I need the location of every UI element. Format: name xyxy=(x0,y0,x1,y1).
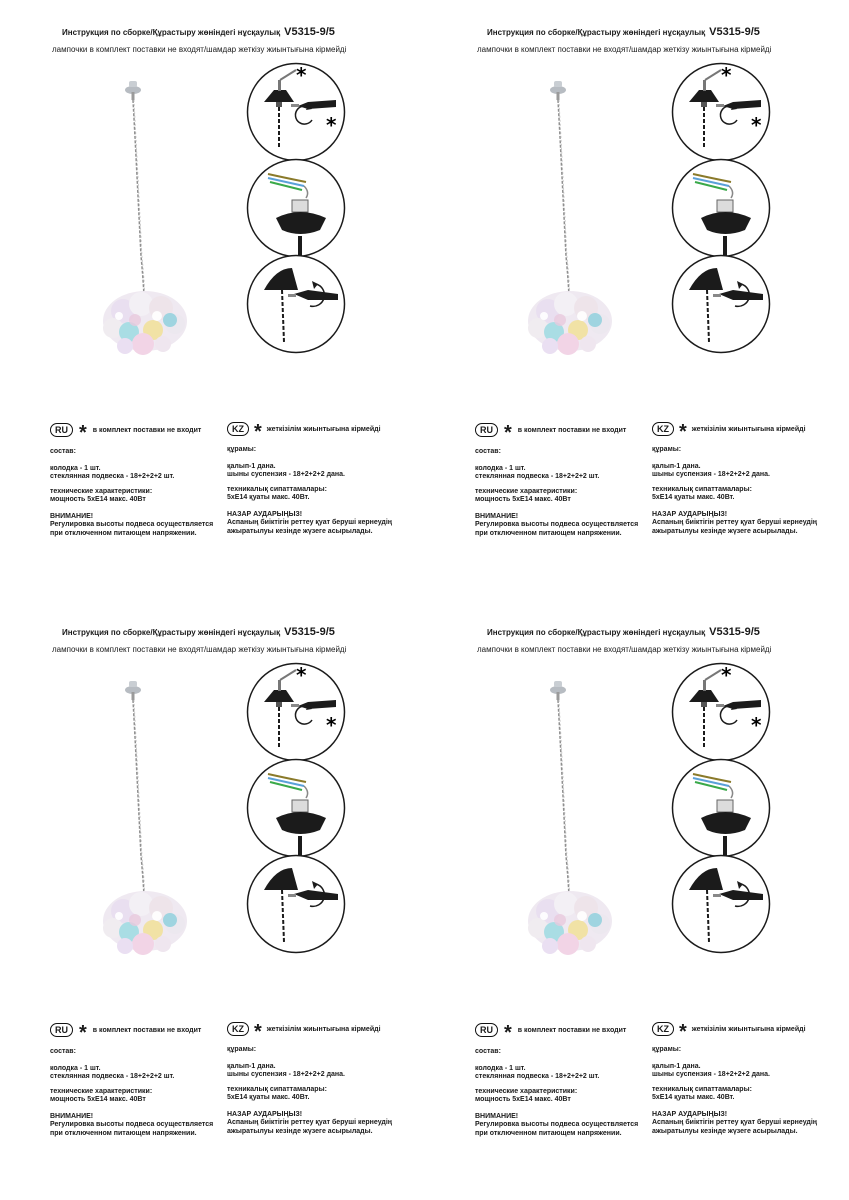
model-number: V5315-9/5 xyxy=(284,626,335,638)
kz-language-badge: KZ xyxy=(652,422,674,436)
kz-warning-text: ажыратылуы кезінде жүзеге асырылады. xyxy=(227,527,373,535)
kz-specs-label: техникалық сипаттамалары: xyxy=(652,1085,752,1093)
ru-specs-value: мощность 5xE14 макс. 40Вт xyxy=(50,1096,146,1103)
step-chain-adjust xyxy=(671,854,771,954)
kz-note-text: жеткізілім жиынтығына кірмейді xyxy=(691,1025,806,1033)
kz-composition-item: қалып-1 дана. xyxy=(227,1062,276,1070)
ru-warning-text: при отключенном питающем напряжении. xyxy=(50,529,197,537)
svg-text:*: * xyxy=(326,113,337,137)
ru-warning-label: ВНИМАНИЕ! xyxy=(50,512,94,520)
model-number: V5315-9/5 xyxy=(284,26,335,38)
kz-warning-text: ажыратылуы кезінде жүзеге асырылады. xyxy=(227,1127,373,1135)
ru-warning-text: при отключенном питающем напряжении. xyxy=(475,529,622,537)
svg-text:*: * xyxy=(721,63,732,87)
ru-warning-text: Регулировка высоты подвеса осуществляется xyxy=(50,1121,214,1128)
kz-warning-text: ажыратылуы кезінде жүзеге асырылады. xyxy=(652,1127,798,1135)
step-canopy-screw xyxy=(246,662,346,762)
chandelier-photo xyxy=(520,676,620,966)
kz-specs-value: 5xE14 қуаты макс. 40Вт. xyxy=(227,1094,310,1101)
kz-composition-item: шыны суспензия - 18+2+2+2 дана. xyxy=(227,471,345,478)
instruction-panel-bottom-right xyxy=(425,600,849,1200)
ru-composition-item: стеклянная подвеска - 18+2+2+2 шт. xyxy=(475,1073,600,1080)
step-canopy-screw xyxy=(671,662,771,762)
step-wiring-connection xyxy=(246,758,346,858)
step-wiring-connection xyxy=(671,758,771,858)
ru-specs-label: технические характеристики: xyxy=(50,487,153,495)
ru-composition-label: состав: xyxy=(475,448,501,455)
ru-warning-label: ВНИМАНИЕ! xyxy=(475,1112,519,1120)
ru-warning-text: Регулировка высоты подвеса осуществляется xyxy=(50,521,214,528)
kz-composition-label: құрамы: xyxy=(227,446,257,453)
step-wiring-connection xyxy=(671,158,771,258)
kz-warning-label: НАЗАР АУДАРЫҢЫЗ! xyxy=(652,510,728,518)
ru-warning-text: Регулировка высоты подвеса осуществляется xyxy=(475,1121,639,1128)
kz-composition-item: қалып-1 дана. xyxy=(652,462,701,470)
instruction-panel-top-left xyxy=(0,0,424,600)
ru-specs-value: мощность 5xE14 макс. 40Вт xyxy=(475,1096,571,1103)
ru-specification-block xyxy=(50,448,230,538)
svg-text:*: * xyxy=(296,63,307,87)
asterisk-icon: * xyxy=(79,422,87,444)
instruction-panel-top-right xyxy=(425,0,849,600)
ru-composition-item: колодка - 1 шт. xyxy=(475,1064,526,1072)
model-number: V5315-9/5 xyxy=(709,26,760,38)
bulbs-not-included-note: лампочки в комплект поставки не входят/шамдар жеткізу жиынтығына кірмейді xyxy=(52,645,347,654)
instruction-panel-bottom-left xyxy=(0,600,424,1200)
ru-note-text: в комплект поставки не входит xyxy=(92,426,202,434)
ru-not-included-note xyxy=(475,422,627,444)
kz-composition-item: шыны суспензия - 18+2+2+2 дана. xyxy=(652,471,770,478)
model-number: V5315-9/5 xyxy=(709,626,760,638)
ru-warning-text: при отключенном питающем напряжении. xyxy=(475,1129,622,1137)
ru-note-text: в комплект поставки не входит xyxy=(517,426,627,434)
ru-specification-block xyxy=(475,448,655,538)
ru-specification-block xyxy=(475,1048,655,1138)
chandelier-photo xyxy=(95,676,195,966)
ru-composition-item: колодка - 1 шт. xyxy=(50,464,101,472)
ru-warning-text: при отключенном питающем напряжении. xyxy=(50,1129,197,1137)
title-text: Инструкция по сборке/Құрастыру жөніндегі нұсқаулық xyxy=(487,628,706,637)
kz-warning-text: Аспаның биіктігін реттеу қуат беруші кернеудің xyxy=(227,519,393,526)
step-chain-adjust xyxy=(246,854,346,954)
title-text: Инструкция по сборке/Құрастыру жөніндегі нұсқаулық xyxy=(62,628,281,637)
step-canopy-screw xyxy=(671,62,771,162)
title-text: Инструкция по сборке/Құрастыру жөніндегі нұсқаулық xyxy=(487,28,706,37)
kz-specs-value: 5xE14 қуаты макс. 40Вт. xyxy=(227,494,310,501)
kz-not-included-note xyxy=(227,421,381,443)
ru-composition-item: стеклянная подвеска - 18+2+2+2 шт. xyxy=(50,1073,175,1080)
kz-warning-text: Аспаның биіктігін реттеу қуат беруші кернеудің xyxy=(652,519,818,526)
kz-specification-block xyxy=(652,1046,842,1136)
kz-language-badge: KZ xyxy=(227,1022,249,1036)
kz-not-included-note xyxy=(652,421,806,443)
kz-note-text: жеткізілім жиынтығына кірмейді xyxy=(691,425,806,433)
instruction-title xyxy=(487,626,760,638)
kz-specification-block xyxy=(227,1046,417,1136)
kz-specs-label: техникалық сипаттамалары: xyxy=(652,485,752,493)
kz-composition-item: шыны суспензия - 18+2+2+2 дана. xyxy=(652,1071,770,1078)
kz-specs-label: техникалық сипаттамалары: xyxy=(227,1085,327,1093)
step-canopy-screw xyxy=(246,62,346,162)
instruction-title xyxy=(62,626,335,638)
ru-not-included-note xyxy=(50,1022,202,1044)
kz-composition-label: құрамы: xyxy=(652,446,682,453)
kz-not-included-note xyxy=(227,1021,381,1043)
step-wiring-connection xyxy=(246,158,346,258)
ru-composition-item: колодка - 1 шт. xyxy=(475,464,526,472)
bulbs-not-included-note: лампочки в комплект поставки не входят/шамдар жеткізу жиынтығына кірмейді xyxy=(477,645,772,654)
kz-specification-block xyxy=(227,446,417,536)
instruction-title xyxy=(62,26,335,38)
ru-language-badge: RU xyxy=(50,1023,73,1037)
ru-warning-text: Регулировка высоты подвеса осуществляется xyxy=(475,521,639,528)
asterisk-icon: * xyxy=(679,1021,687,1043)
kz-composition-item: шыны суспензия - 18+2+2+2 дана. xyxy=(227,1071,345,1078)
kz-specification-block xyxy=(652,446,842,536)
ru-composition-label: состав: xyxy=(50,448,76,455)
ru-specs-label: технические характеристики: xyxy=(50,1087,153,1095)
kz-warning-text: Аспаның биіктігін реттеу қуат беруші кернеудің xyxy=(652,1119,818,1126)
kz-composition-item: қалып-1 дана. xyxy=(227,462,276,470)
svg-text:*: * xyxy=(751,113,762,137)
svg-text:*: * xyxy=(296,663,307,687)
step-chain-adjust xyxy=(671,254,771,354)
ru-composition-label: состав: xyxy=(50,1048,76,1055)
kz-composition-label: құрамы: xyxy=(227,1046,257,1053)
ru-specs-value: мощность 5xE14 макс. 40Вт xyxy=(50,496,146,503)
kz-not-included-note xyxy=(652,1021,806,1043)
ru-not-included-note xyxy=(50,422,202,444)
chandelier-photo xyxy=(95,76,195,366)
ru-specs-label: технические характеристики: xyxy=(475,1087,578,1095)
kz-specs-label: техникалық сипаттамалары: xyxy=(227,485,327,493)
ru-composition-item: стеклянная подвеска - 18+2+2+2 шт. xyxy=(50,473,175,480)
asterisk-icon: * xyxy=(504,422,512,444)
svg-text:*: * xyxy=(326,713,337,737)
kz-specs-value: 5xE14 қуаты макс. 40Вт. xyxy=(652,494,735,501)
asterisk-icon: * xyxy=(254,421,262,443)
ru-note-text: в комплект поставки не входит xyxy=(92,1026,202,1034)
ru-warning-label: ВНИМАНИЕ! xyxy=(475,512,519,520)
ru-note-text: в комплект поставки не входит xyxy=(517,1026,627,1034)
ru-not-included-note xyxy=(475,1022,627,1044)
instruction-title xyxy=(487,26,760,38)
ru-specification-block xyxy=(50,1048,230,1138)
kz-note-text: жеткізілім жиынтығына кірмейді xyxy=(266,1025,381,1033)
kz-warning-label: НАЗАР АУДАРЫҢЫЗ! xyxy=(227,1110,303,1118)
kz-warning-text: ажыратылуы кезінде жүзеге асырылады. xyxy=(652,527,798,535)
kz-warning-label: НАЗАР АУДАРЫҢЫЗ! xyxy=(227,510,303,518)
kz-composition-item: қалып-1 дана. xyxy=(652,1062,701,1070)
asterisk-icon: * xyxy=(79,1022,87,1044)
asterisk-icon: * xyxy=(679,421,687,443)
ru-composition-item: стеклянная подвеска - 18+2+2+2 шт. xyxy=(475,473,600,480)
kz-language-badge: KZ xyxy=(227,422,249,436)
kz-note-text: жеткізілім жиынтығына кірмейді xyxy=(266,425,381,433)
asterisk-icon: * xyxy=(254,1021,262,1043)
kz-specs-value: 5xE14 қуаты макс. 40Вт. xyxy=(652,1094,735,1101)
svg-text:*: * xyxy=(721,663,732,687)
ru-composition-label: состав: xyxy=(475,1048,501,1055)
kz-composition-label: құрамы: xyxy=(652,1046,682,1053)
ru-language-badge: RU xyxy=(475,1023,498,1037)
bulbs-not-included-note: лампочки в комплект поставки не входят/шамдар жеткізу жиынтығына кірмейді xyxy=(52,45,347,54)
kz-warning-label: НАЗАР АУДАРЫҢЫЗ! xyxy=(652,1110,728,1118)
kz-language-badge: KZ xyxy=(652,1022,674,1036)
title-text: Инструкция по сборке/Құрастыру жөніндегі нұсқаулық xyxy=(62,28,281,37)
bulbs-not-included-note: лампочки в комплект поставки не входят/шамдар жеткізу жиынтығына кірмейді xyxy=(477,45,772,54)
ru-composition-item: колодка - 1 шт. xyxy=(50,1064,101,1072)
ru-specs-label: технические характеристики: xyxy=(475,487,578,495)
chandelier-photo xyxy=(520,76,620,366)
ru-language-badge: RU xyxy=(475,423,498,437)
svg-text:*: * xyxy=(751,713,762,737)
ru-specs-value: мощность 5xE14 макс. 40Вт xyxy=(475,496,571,503)
asterisk-icon: * xyxy=(504,1022,512,1044)
step-chain-adjust xyxy=(246,254,346,354)
kz-warning-text: Аспаның биіктігін реттеу қуат беруші кернеудің xyxy=(227,1119,393,1126)
ru-warning-label: ВНИМАНИЕ! xyxy=(50,1112,94,1120)
ru-language-badge: RU xyxy=(50,423,73,437)
